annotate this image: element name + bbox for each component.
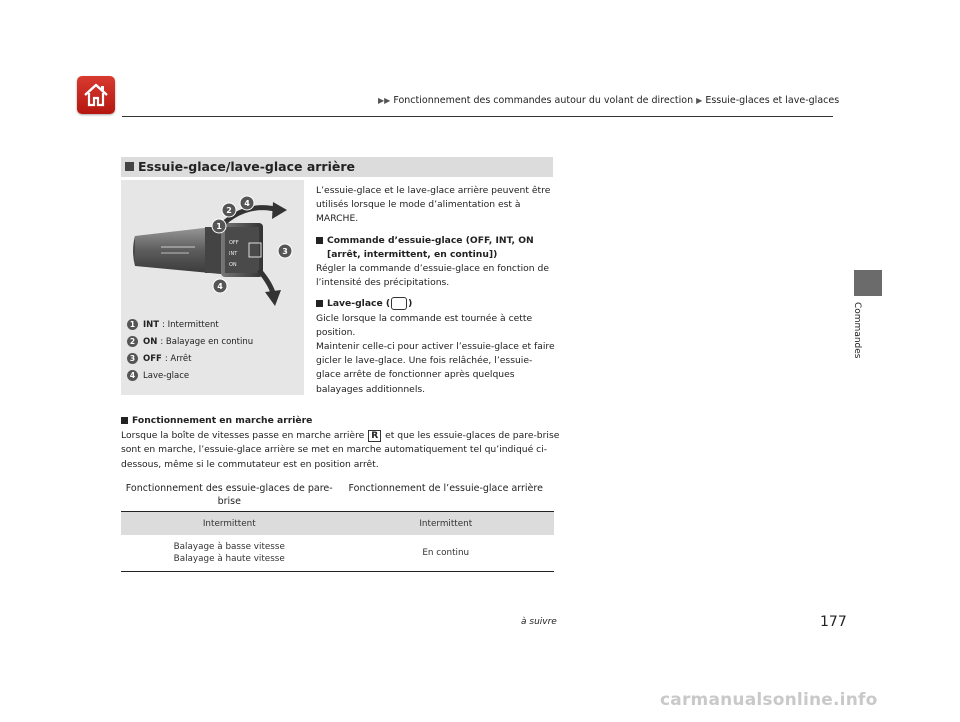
legend-desc: Lave-glace [143, 370, 190, 381]
legend-term: INT [143, 319, 160, 330]
home-button[interactable] [77, 76, 115, 114]
figure-legend [127, 316, 253, 384]
home-icon [82, 81, 110, 109]
subheading-washer [316, 297, 556, 311]
callout-2: 2 [226, 206, 232, 215]
legend-term: OFF [143, 353, 162, 364]
table-cell: Intermittent [202, 518, 256, 529]
breadcrumb-arrow-icon: ▶▶ [378, 96, 391, 105]
chapter-tab-label: Commandes [852, 302, 862, 359]
legend-desc: : Arrêt [164, 353, 192, 364]
header-rule [122, 116, 833, 117]
reverse-heading [121, 414, 561, 429]
table-row [121, 535, 554, 572]
table-cell: Intermittent [419, 518, 473, 529]
section-square-icon [125, 162, 134, 171]
reverse-operation-block [121, 414, 561, 472]
breadcrumb-current[interactable]: Essuie-glaces et lave-glaces [705, 95, 840, 106]
legend-desc: : Intermittent [162, 319, 219, 330]
legend-number: 2 [127, 336, 138, 347]
table-header-cell: Fonctionnement de l’essuie-glace arrière [348, 483, 543, 494]
watermark: carmanualsonline.info [660, 690, 878, 710]
callout-4-lower: 4 [217, 282, 223, 291]
legend-term: ON [143, 336, 158, 347]
reverse-gear-key: R [368, 430, 381, 442]
subheading-text-b: ) [408, 298, 413, 310]
lever-label-int: INT [229, 251, 238, 257]
table-header [121, 477, 554, 512]
bullet-square-icon [121, 417, 128, 424]
bullet-square-icon [316, 237, 323, 244]
callout-1: 1 [216, 222, 222, 231]
reverse-paragraph [121, 429, 561, 473]
rear-washer-icon [391, 297, 407, 310]
bullet-square-icon [316, 300, 323, 307]
breadcrumb-arrow-icon: ▶ [696, 96, 703, 105]
legend-item [127, 350, 253, 367]
subheading-text-a: Lave-glace ( [327, 298, 391, 310]
section-title [121, 157, 553, 177]
legend-number: 4 [127, 370, 138, 381]
washer-paragraph-2: Maintenir celle-ci pour activer l’essuie-glace et faire gicler le lave-glace. Une fois relâchée, l’essuie-glace arrête de fonctionner après quelques balayages additionnels. [316, 341, 555, 395]
wiper-lever-illustration [121, 180, 304, 315]
lever-label-on: ON [229, 262, 237, 268]
subheading-text: Commande d’essuie-glace (OFF, INT, ON [arrêt, intermittent, en continu]) [327, 234, 534, 260]
reverse-text-b: et que les essuie-glaces de pare-brise sont en marche, l’essuie-glace arrière se met en marche automatiquement tel qu’indiqué ci-dessous, même si le commutateur est en position arrêt. [121, 429, 560, 470]
legend-desc: : Balayage en continu [160, 336, 254, 347]
breadcrumb [378, 95, 839, 106]
section-title-text: Essuie-glace/lave-glace arrière [138, 159, 355, 174]
wiper-switch-paragraph: Régler la commande d’essuie-glace en fonction de l’intensité des précipitations. [316, 263, 549, 289]
legend-number: 3 [127, 353, 138, 364]
continue-note: à suivre [521, 617, 557, 627]
legend-item [127, 316, 253, 333]
breadcrumb-link-controls[interactable]: Fonctionnement des commandes autour du volant de direction [393, 95, 694, 106]
table-header-cell: Fonctionnement des essuie-glaces de pare-brise [125, 483, 333, 507]
callout-3: 3 [282, 247, 288, 256]
callout-4-upper: 4 [244, 199, 250, 208]
subheading-wiper-switch [316, 234, 556, 262]
reverse-text-a: Lorsque la boîte de vitesses passe en marche arrière [121, 429, 368, 441]
page-number: 177 [820, 614, 847, 630]
reverse-heading-text: Fonctionnement en marche arrière [132, 415, 313, 426]
description-column [316, 184, 556, 397]
intro-paragraph: L’essuie-glace et le lave-glace arrière peuvent être utilisés lorsque le mode d’alimentation est à MARCHE. [316, 185, 551, 225]
table-cell [121, 541, 338, 565]
washer-paragraph-1: Gicle lorsque la commande est tournée à cette position. [316, 312, 533, 338]
wiper-operation-table [121, 477, 554, 572]
table-cell: En continu [422, 548, 470, 558]
table-cell-line: Balayage à basse vitesse [173, 542, 285, 552]
wiper-lever-figure [121, 180, 304, 395]
table-cell-line: Balayage à haute vitesse [173, 554, 285, 564]
table-row [121, 512, 554, 535]
legend-number: 1 [127, 319, 138, 330]
lever-label-off: OFF [229, 240, 239, 246]
legend-item [127, 367, 253, 384]
chapter-tab[interactable] [854, 270, 882, 296]
legend-item [127, 333, 253, 350]
